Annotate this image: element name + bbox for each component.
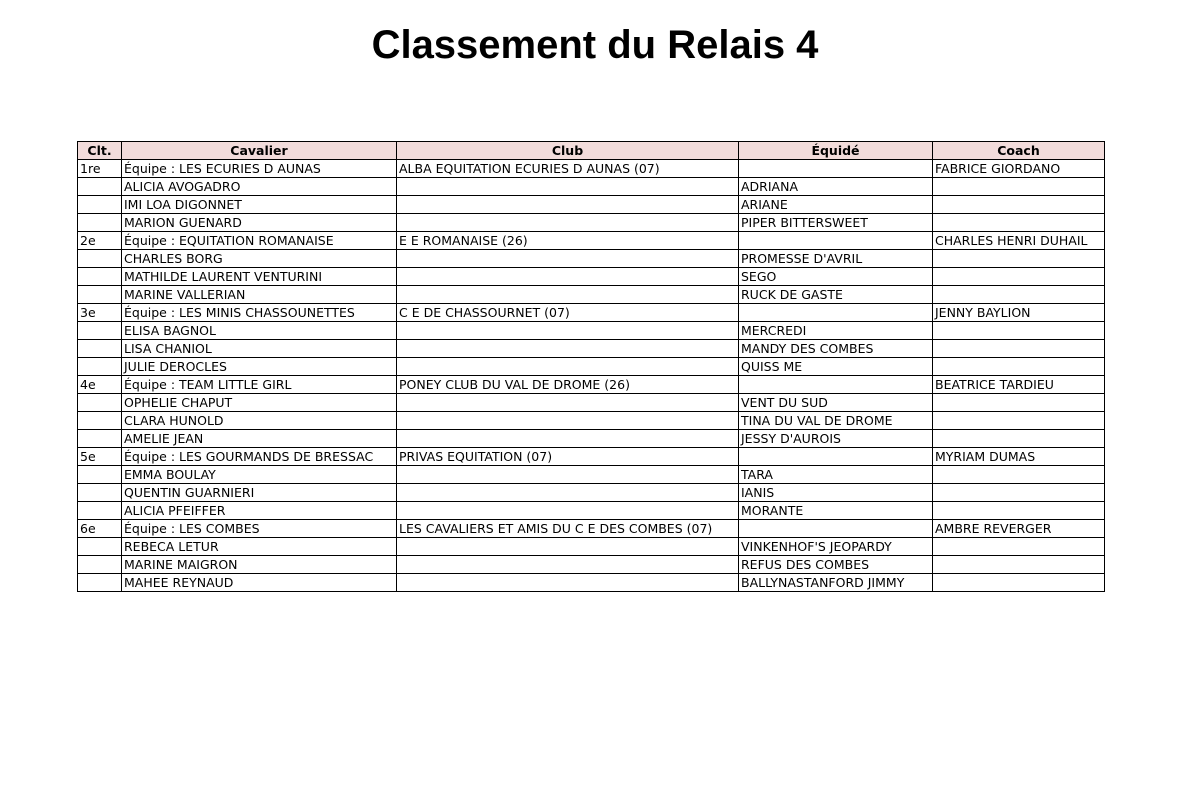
header-rank: Clt. xyxy=(78,142,122,160)
cell-horse xyxy=(739,232,933,250)
table-row xyxy=(78,268,1105,286)
cell-rank xyxy=(78,322,122,340)
cell-rank: 2e xyxy=(78,232,122,250)
page-title: Classement du Relais 4 xyxy=(371,23,819,67)
cell-club xyxy=(397,178,739,196)
cell-club xyxy=(397,412,739,430)
cell-rider: Équipe : EQUITATION ROMANAISE xyxy=(122,232,397,250)
cell-rider: MATHILDE LAURENT VENTURINI xyxy=(122,268,397,286)
cell-coach xyxy=(933,214,1105,232)
cell-club xyxy=(397,322,739,340)
cell-horse: ADRIANA xyxy=(739,178,933,196)
header-coach: Coach xyxy=(933,142,1105,160)
header-horse: Équidé xyxy=(739,142,933,160)
cell-rank xyxy=(78,484,122,502)
cell-horse xyxy=(739,376,933,394)
cell-rank xyxy=(78,412,122,430)
cell-rider: IMI LOA DIGONNET xyxy=(122,196,397,214)
cell-horse: RUCK DE GASTE xyxy=(739,286,933,304)
cell-rank xyxy=(78,340,122,358)
cell-club: C E DE CHASSOURNET (07) xyxy=(397,304,739,322)
cell-coach: JENNY BAYLION xyxy=(933,304,1105,322)
cell-rank xyxy=(78,250,122,268)
table-row xyxy=(78,160,1105,178)
cell-coach xyxy=(933,538,1105,556)
cell-rank xyxy=(78,196,122,214)
table-row xyxy=(78,502,1105,520)
cell-horse: PIPER BITTERSWEET xyxy=(739,214,933,232)
table-row xyxy=(78,430,1105,448)
cell-rider: JULIE DEROCLES xyxy=(122,358,397,376)
cell-coach: FABRICE GIORDANO xyxy=(933,160,1105,178)
cell-rank xyxy=(78,286,122,304)
cell-rider: EMMA BOULAY xyxy=(122,466,397,484)
cell-club xyxy=(397,250,739,268)
cell-rank: 5e xyxy=(78,448,122,466)
table-row xyxy=(78,358,1105,376)
cell-club xyxy=(397,430,739,448)
cell-horse: QUISS ME xyxy=(739,358,933,376)
cell-coach xyxy=(933,394,1105,412)
table-row xyxy=(78,484,1105,502)
cell-rider: CLARA HUNOLD xyxy=(122,412,397,430)
cell-horse: MERCREDI xyxy=(739,322,933,340)
cell-rider: Équipe : LES GOURMANDS DE BRESSAC xyxy=(122,448,397,466)
cell-horse: BALLYNASTANFORD JIMMY xyxy=(739,574,933,592)
header-club: Club xyxy=(397,142,739,160)
table-row xyxy=(78,466,1105,484)
cell-club xyxy=(397,214,739,232)
cell-club xyxy=(397,268,739,286)
table-body xyxy=(78,160,1105,592)
cell-coach xyxy=(933,250,1105,268)
cell-coach xyxy=(933,268,1105,286)
cell-rank xyxy=(78,538,122,556)
cell-club xyxy=(397,358,739,376)
cell-rider: Équipe : LES MINIS CHASSOUNETTES xyxy=(122,304,397,322)
cell-horse: PROMESSE D'AVRIL xyxy=(739,250,933,268)
table-row xyxy=(78,178,1105,196)
cell-coach: MYRIAM DUMAS xyxy=(933,448,1105,466)
table-row xyxy=(78,322,1105,340)
cell-rider: ALICIA AVOGADRO xyxy=(122,178,397,196)
cell-club xyxy=(397,394,739,412)
cell-rider: REBECA LETUR xyxy=(122,538,397,556)
table-row xyxy=(78,286,1105,304)
cell-club xyxy=(397,340,739,358)
cell-rank xyxy=(78,358,122,376)
cell-rank: 1re xyxy=(78,160,122,178)
cell-rank xyxy=(78,394,122,412)
cell-club: LES CAVALIERS ET AMIS DU C E DES COMBES (07) xyxy=(397,520,739,538)
table-row xyxy=(78,232,1105,250)
cell-horse: MANDY DES COMBES xyxy=(739,340,933,358)
cell-horse: VINKENHOF'S JEOPARDY xyxy=(739,538,933,556)
cell-horse: VENT DU SUD xyxy=(739,394,933,412)
table-header-row xyxy=(78,142,1105,160)
cell-rank: 3e xyxy=(78,304,122,322)
cell-rider: Équipe : LES ECURIES D AUNAS xyxy=(122,160,397,178)
table-row xyxy=(78,520,1105,538)
cell-rider: MARINE MAIGRON xyxy=(122,556,397,574)
cell-horse: SEGO xyxy=(739,268,933,286)
table-row xyxy=(78,412,1105,430)
table-row xyxy=(78,556,1105,574)
cell-club xyxy=(397,484,739,502)
table-row xyxy=(78,196,1105,214)
cell-rank xyxy=(78,268,122,286)
cell-club xyxy=(397,466,739,484)
cell-club xyxy=(397,502,739,520)
cell-coach xyxy=(933,178,1105,196)
cell-horse: TARA xyxy=(739,466,933,484)
table-row xyxy=(78,574,1105,592)
table-row xyxy=(78,376,1105,394)
cell-rider: ELISA BAGNOL xyxy=(122,322,397,340)
cell-coach xyxy=(933,322,1105,340)
cell-rider: AMELIE JEAN xyxy=(122,430,397,448)
cell-rider: MARION GUENARD xyxy=(122,214,397,232)
table-row xyxy=(78,250,1105,268)
cell-coach xyxy=(933,196,1105,214)
cell-rank: 4e xyxy=(78,376,122,394)
cell-rider: MARINE VALLERIAN xyxy=(122,286,397,304)
table-row xyxy=(78,394,1105,412)
cell-horse: ARIANE xyxy=(739,196,933,214)
cell-horse xyxy=(739,160,933,178)
cell-coach xyxy=(933,484,1105,502)
table-row xyxy=(78,214,1105,232)
cell-coach: AMBRE REVERGER xyxy=(933,520,1105,538)
cell-club xyxy=(397,286,739,304)
cell-rank xyxy=(78,502,122,520)
cell-horse: IANIS xyxy=(739,484,933,502)
cell-club: PONEY CLUB DU VAL DE DROME (26) xyxy=(397,376,739,394)
cell-coach: CHARLES HENRI DUHAIL xyxy=(933,232,1105,250)
cell-coach xyxy=(933,340,1105,358)
cell-rider: QUENTIN GUARNIERI xyxy=(122,484,397,502)
cell-coach xyxy=(933,466,1105,484)
cell-club xyxy=(397,556,739,574)
cell-horse: REFUS DES COMBES xyxy=(739,556,933,574)
cell-club xyxy=(397,574,739,592)
table-row xyxy=(78,538,1105,556)
cell-horse xyxy=(739,448,933,466)
cell-club xyxy=(397,538,739,556)
cell-rider: Équipe : LES COMBES xyxy=(122,520,397,538)
cell-rider: LISA CHANIOL xyxy=(122,340,397,358)
cell-coach xyxy=(933,286,1105,304)
cell-rider: Équipe : TEAM LITTLE GIRL xyxy=(122,376,397,394)
cell-rank xyxy=(78,430,122,448)
cell-rank xyxy=(78,214,122,232)
cell-horse xyxy=(739,304,933,322)
results-table xyxy=(77,141,1105,592)
cell-coach xyxy=(933,574,1105,592)
cell-rank xyxy=(78,556,122,574)
header-rider: Cavalier xyxy=(122,142,397,160)
cell-horse xyxy=(739,520,933,538)
table-row xyxy=(78,340,1105,358)
cell-coach xyxy=(933,502,1105,520)
cell-coach xyxy=(933,412,1105,430)
cell-rank xyxy=(78,178,122,196)
table-row xyxy=(78,448,1105,466)
cell-rider: ALICIA PFEIFFER xyxy=(122,502,397,520)
cell-club: PRIVAS EQUITATION (07) xyxy=(397,448,739,466)
cell-club: ALBA EQUITATION ECURIES D AUNAS (07) xyxy=(397,160,739,178)
cell-coach xyxy=(933,358,1105,376)
cell-horse: TINA DU VAL DE DROME xyxy=(739,412,933,430)
cell-rider: CHARLES BORG xyxy=(122,250,397,268)
cell-club xyxy=(397,196,739,214)
cell-coach xyxy=(933,556,1105,574)
cell-rank: 6e xyxy=(78,520,122,538)
table-row xyxy=(78,304,1105,322)
cell-rank xyxy=(78,574,122,592)
cell-horse: MORANTE xyxy=(739,502,933,520)
cell-club: E E ROMANAISE (26) xyxy=(397,232,739,250)
cell-rider: OPHELIE CHAPUT xyxy=(122,394,397,412)
cell-horse: JESSY D'AUROIS xyxy=(739,430,933,448)
cell-coach xyxy=(933,430,1105,448)
cell-rider: MAHEE REYNAUD xyxy=(122,574,397,592)
cell-rank xyxy=(78,466,122,484)
cell-coach: BEATRICE TARDIEU xyxy=(933,376,1105,394)
